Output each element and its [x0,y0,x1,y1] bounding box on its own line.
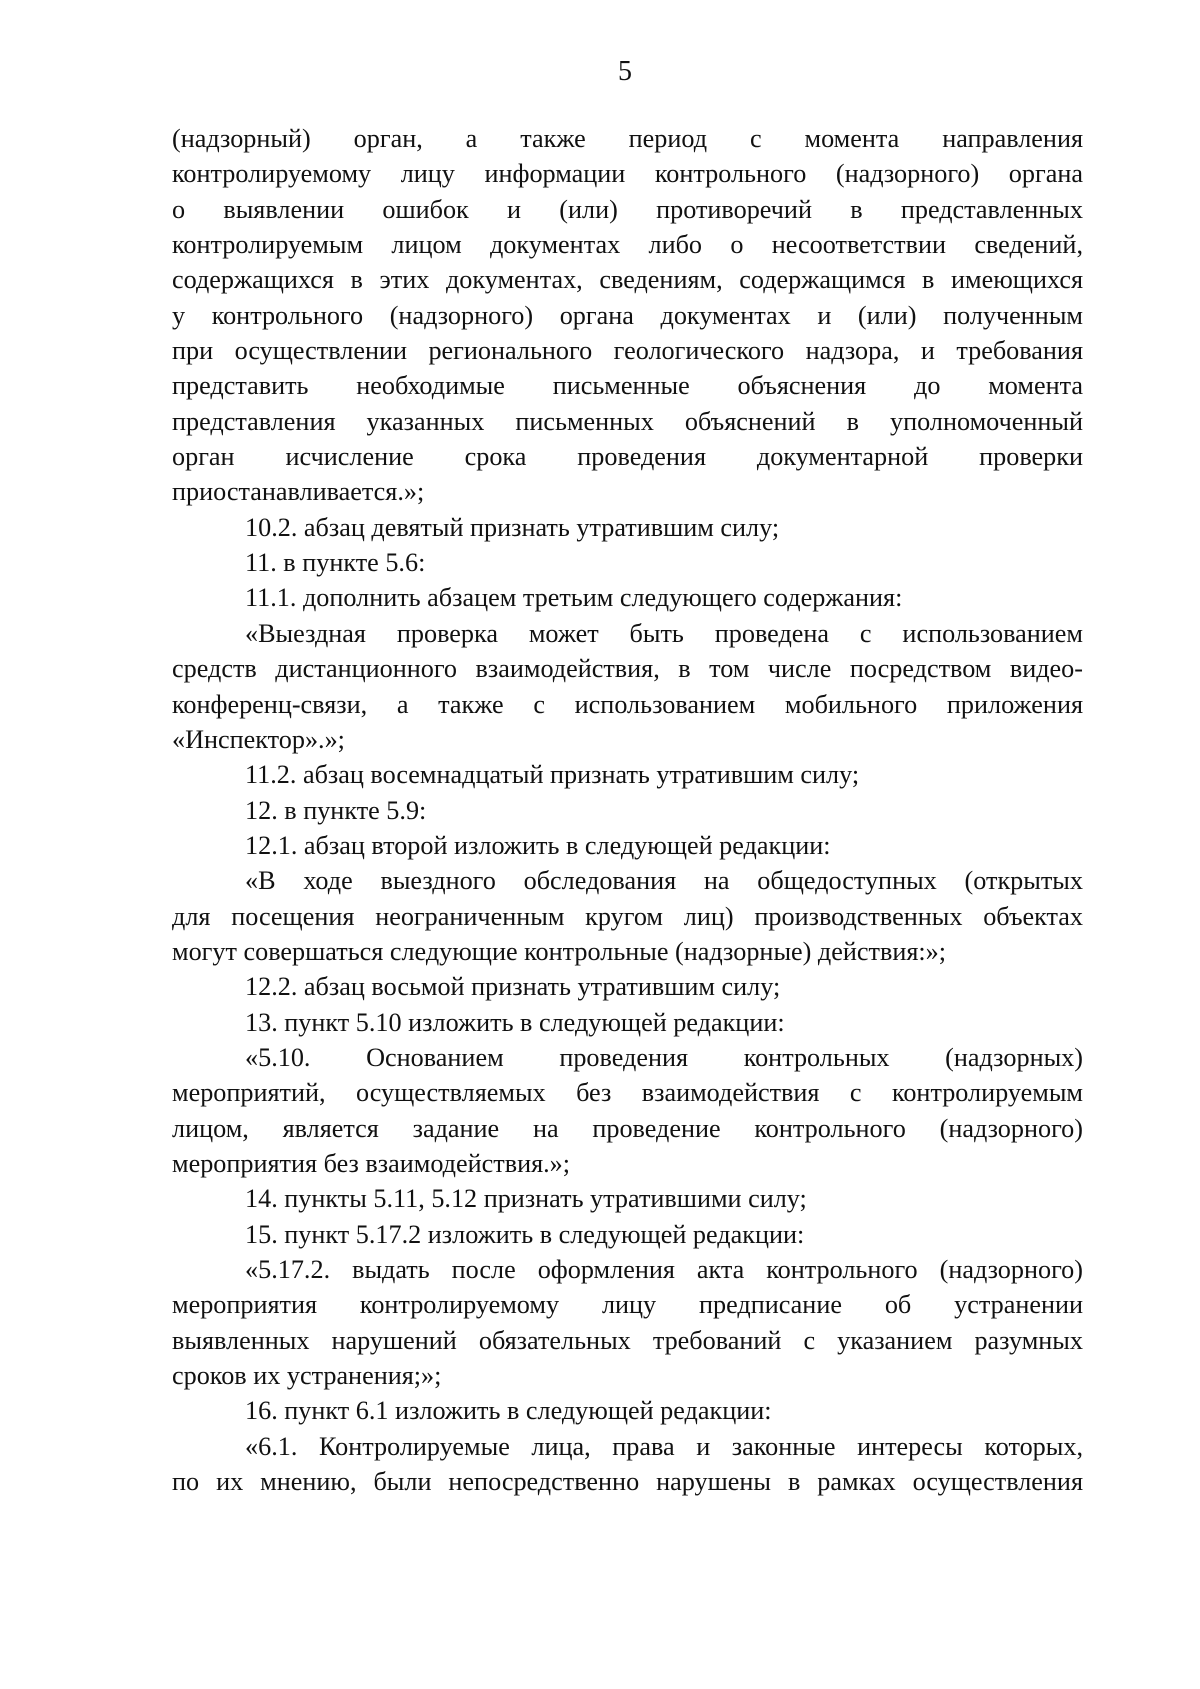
text-line: сроков их устранения;»; [172,1361,442,1391]
text-line: «Выездная проверка может быть проведена с использованием [245,618,1083,648]
text-line: «В ходе выездного обследования на общедоступных (открытых [245,866,1083,896]
text-line: представить необходимые письменные объяснения до момента [172,371,1083,401]
text-line: конференц-связи, а также с использованием мобильного приложения [172,689,1083,719]
text-line: контролируемым лицом документах либо о несоответствии сведений, [172,230,1083,260]
text-line: 12.2. абзац восьмой признать утратившим силу; [245,972,781,1002]
text-line: «Инспектор».»; [172,724,345,754]
text-line: «5.10. Основанием проведения контрольных (надзорных) [245,1042,1083,1072]
text-line: представления указанных письменных объяснений в уполномоченный [172,406,1083,436]
text-line: для посещения неограниченным кругом лиц) производственных объектах [172,901,1083,931]
text-line: 12.1. абзац второй изложить в следующей редакции: [245,830,831,860]
text-line: 14. пункты 5.11, 5.12 признать утратившими силу; [245,1184,807,1214]
document-body [172,121,1083,1499]
text-line: у контрольного (надзорного) органа документах и (или) полученным [172,300,1083,330]
text-line: мероприятия контролируемому лицу предписание об устранении [172,1290,1083,1320]
text-line: орган исчисление срока проведения документарной проверки [172,442,1083,472]
text-line: 11.2. абзац восемнадцатый признать утратившим силу; [245,760,860,790]
text-line: мероприятия без взаимодействия.»; [172,1148,571,1178]
text-line: мероприятий, осуществляемых без взаимодействия с контролируемым [172,1078,1083,1108]
text-line: 13. пункт 5.10 изложить в следующей редакции: [245,1007,785,1037]
text-line: при осуществлении регионального геологического надзора, и требования [172,336,1083,366]
text-line: контролируемому лицу информации контрольного (надзорного) органа [172,159,1083,189]
text-line: выявленных нарушений обязательных требований с указанием разумных [172,1325,1083,1355]
text-line: содержащихся в этих документах, сведениям, содержащимся в имеющихся [172,265,1083,295]
text-line: 11. в пункте 5.6: [245,548,426,578]
text-line: 15. пункт 5.17.2 изложить в следующей редакции: [245,1219,805,1249]
text-line: о выявлении ошибок и (или) противоречий в представленных [172,194,1083,224]
text-line: 10.2. абзац девятый признать утратившим силу; [245,512,780,542]
text-line: средств дистанционного взаимодействия, в том числе посредством видео- [172,654,1083,684]
text-line: по их мнению, были непосредственно нарушены в рамках осуществления [172,1467,1083,1497]
text-line: «6.1. Контролируемые лица, права и законные интересы которых, [245,1431,1083,1461]
page-number: 5 [618,56,632,87]
text-line: 11.1. дополнить абзацем третьим следующего содержания: [245,583,903,613]
text-line: (надзорный) орган, а также период с момента направления [172,124,1083,153]
text-line: приостанавливается.»; [172,477,425,507]
text-line: лицом, является задание на проведение контрольного (надзорного) [172,1113,1083,1143]
text-line: 16. пункт 6.1 изложить в следующей редакции: [245,1396,772,1426]
text-line: «5.17.2. выдать после оформления акта контрольного (надзорного) [245,1255,1083,1284]
text-line: 12. в пункте 5.9: [245,795,427,825]
text-line: могут совершаться следующие контрольные (надзорные) действия:»; [172,936,947,966]
